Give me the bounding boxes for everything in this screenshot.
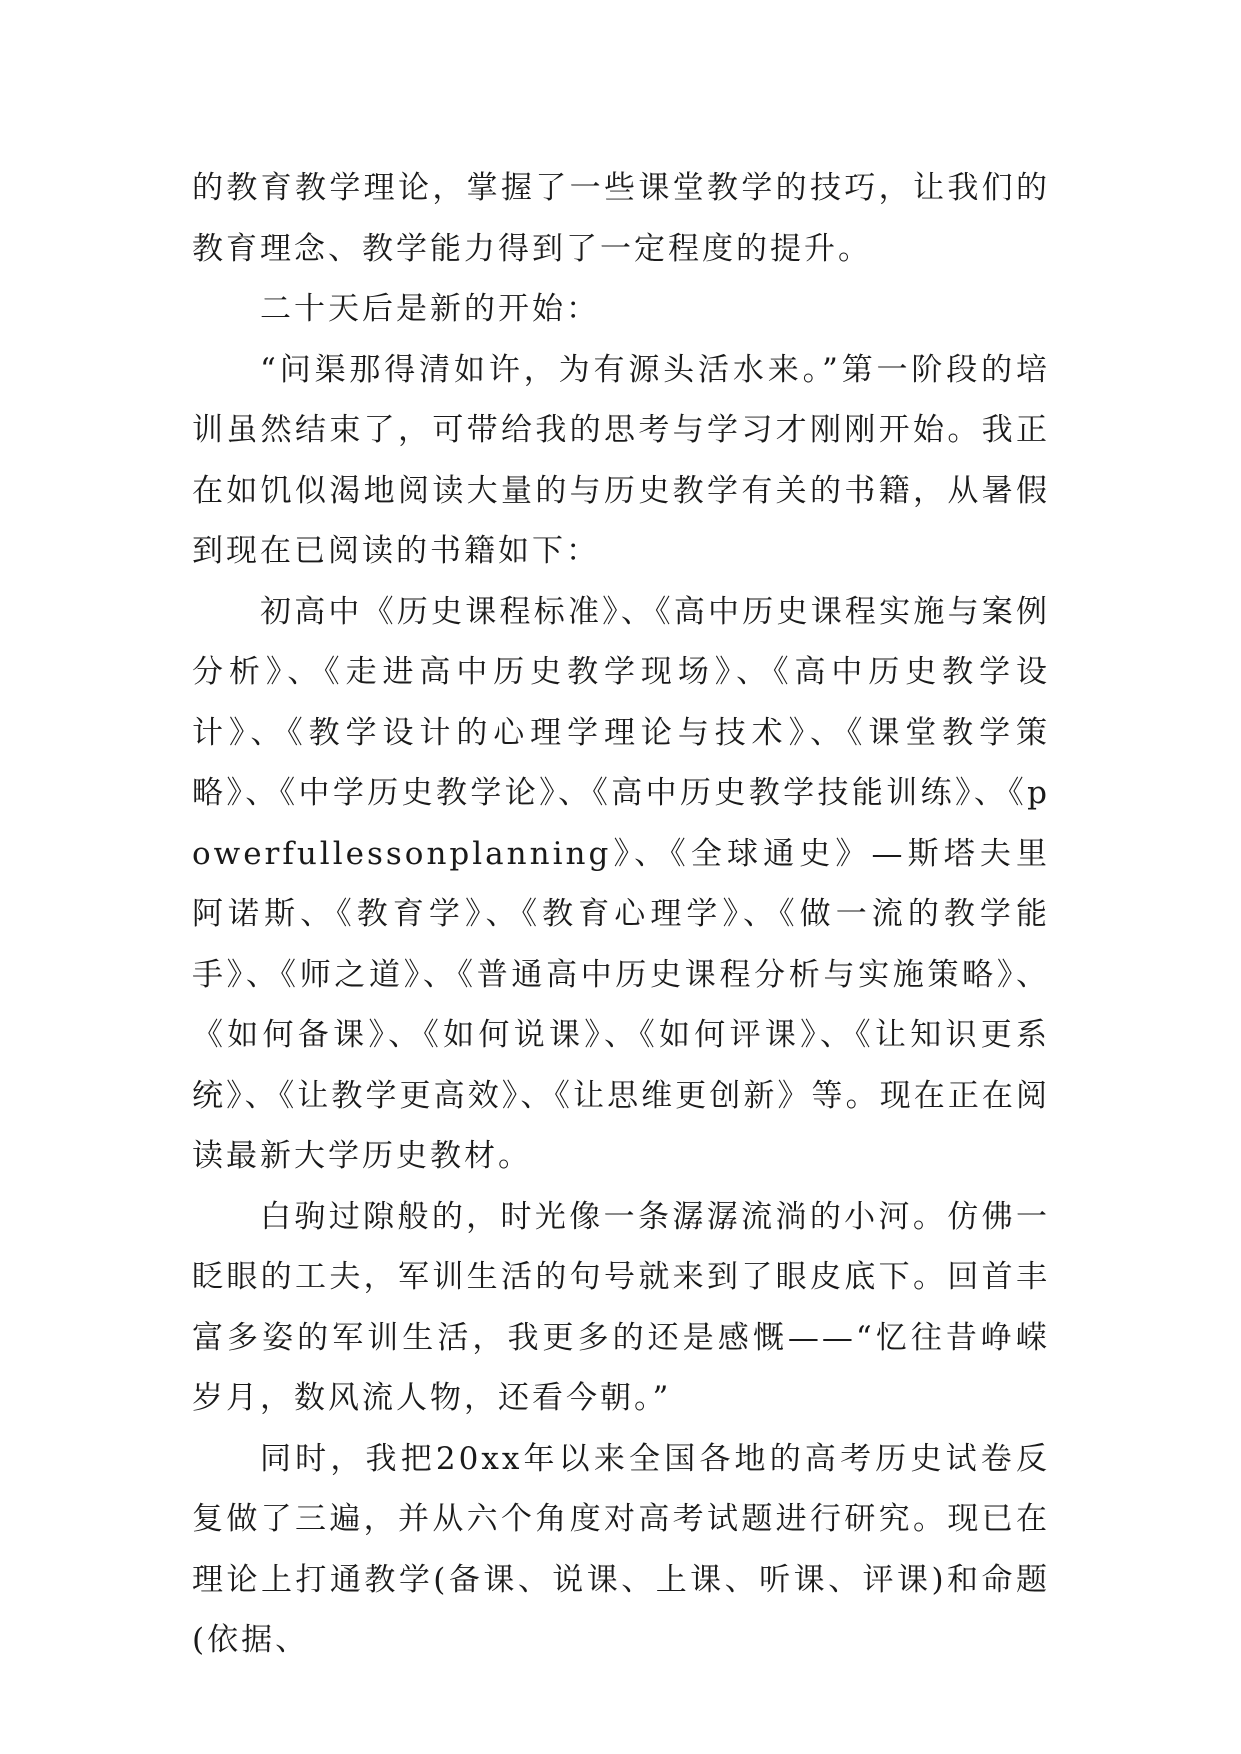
paragraph-4-book-list: 初高中《历史课程标准》、《高中历史课程实施与案例分析》、《走进高中历史教学现场》、《高中历史教学设计》、《教学设计的心理学理论与技术》、《课堂教学策略》、《中学历史教学论》、《高中历史教学技能训练》、《powerfullessonplanning》、《全球通史》—斯塔夫里阿诺斯、《教育学》、《教育心理学》、《做一流的教学能手》、《师之道》、《普通高中历史课程分析与实施策略》、《如何备课》、《如何说课》、《如何评课》、《让知识更系统》、《让教学更高效》、《让思维更创新》等。现在正在阅读最新大学历史教材。 <box>192 593 1050 1174</box>
paragraph-6: 同时，我把20xx年以来全国各地的高考历史试卷反复做了三遍，并从六个角度对高考试题进行研究。现已在理论上打通教学(备课、说课、上课、听课、评课)和命题(依据、 <box>192 1440 1050 1658</box>
document-body <box>192 158 1050 1671</box>
paragraph-1: 的教育教学理论，掌握了一些课堂教学的技巧，让我们的教育理念、教学能力得到了一定程度的提升。 <box>192 170 1050 267</box>
paragraph-5: 白驹过隙般的，时光像一条潺潺流淌的小河。仿佛一眨眼的工夫，军训生活的句号就来到了眼皮底下。回首丰富多姿的军训生活，我更多的还是感慨——“忆往昔峥嵘岁月，数风流人物，还看今朝。” <box>192 1198 1050 1416</box>
paragraph-3: “问渠那得清如许，为有源头活水来。”第一阶段的培训虽然结束了，可带给我的思考与学习才刚刚开始。我正在如饥似渴地阅读大量的与历史教学有关的书籍，从暑假到现在已阅读的书籍如下： <box>192 351 1050 569</box>
paragraph-2: 二十天后是新的开始： <box>260 291 600 327</box>
